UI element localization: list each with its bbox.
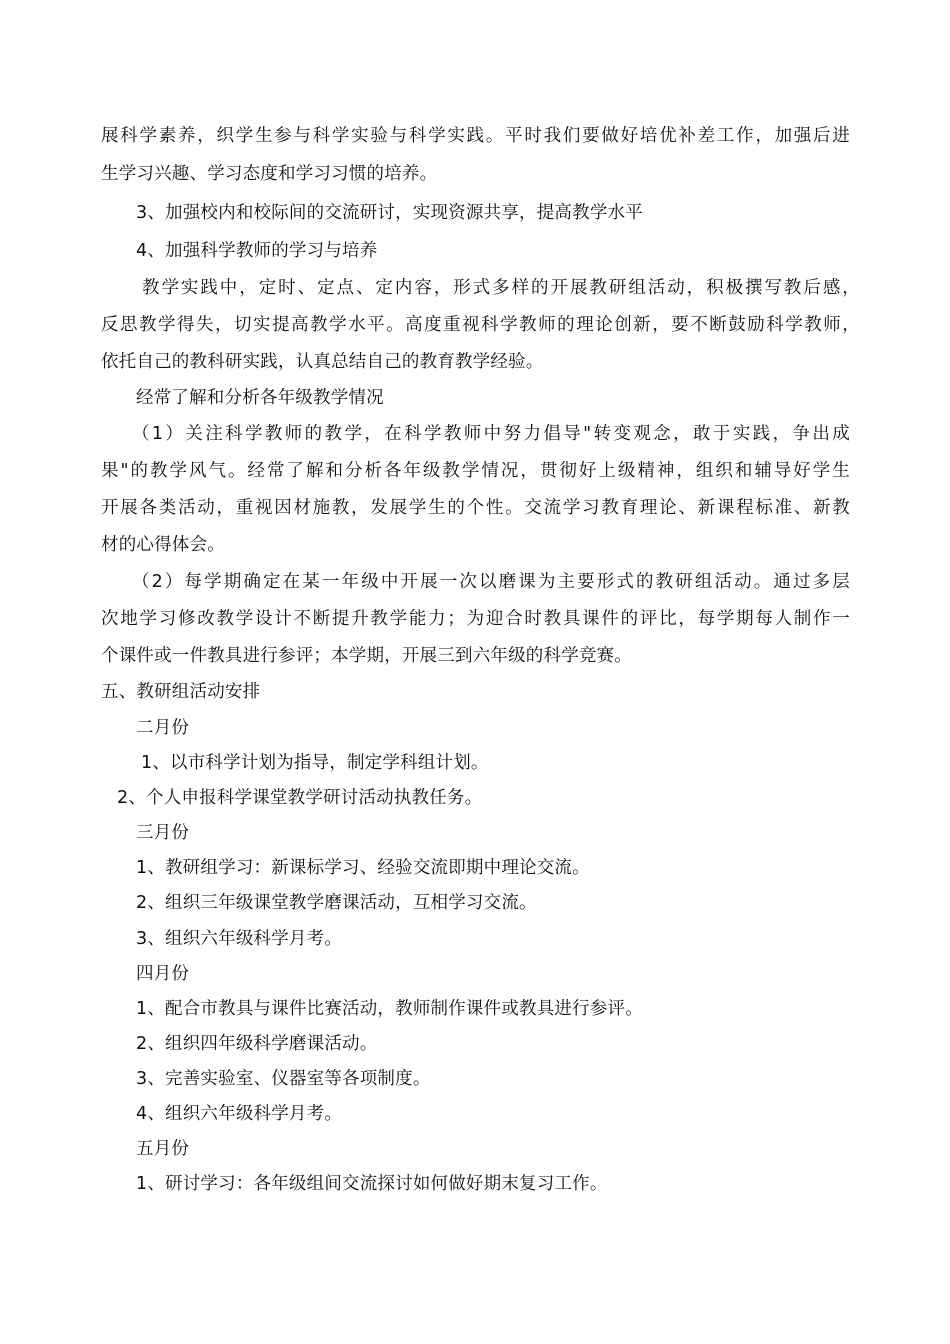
body-line: （2）每学期确定在某一年级中开展一次以磨课为主要形式的教研组活动。通过多层	[132, 572, 850, 592]
month-heading: 四月份	[136, 964, 190, 984]
body-line: 反思教学得失，切实提高教学水平。高度重视科学教师的理论创新，要不断鼓励科学教师，	[101, 315, 860, 335]
section-heading: 五、教研组活动安排	[101, 682, 261, 702]
month-heading: 三月份	[136, 823, 190, 843]
list-item: 3、完善实验室、仪器室等各项制度。	[136, 1069, 431, 1089]
list-item: 1、教研组学习：新课标学习、经验交流即期中理论交流。	[136, 858, 590, 878]
list-item: 3、加强校内和校际间的交流研讨，实现资源共享，提高教学水平	[136, 203, 643, 223]
month-heading: 二月份	[136, 718, 190, 738]
month-heading: 五月份	[136, 1139, 190, 1159]
list-item: 2、组织三年级课堂教学磨课活动，互相学习交流。	[136, 893, 537, 913]
body-line: 依托自己的教科研实践，认真总结自己的教育教学经验。	[101, 352, 544, 372]
list-item: 4、加强科学教师的学习与培养	[136, 241, 378, 261]
list-item: 2、个人申报科学课堂教学研讨活动执教任务。	[117, 788, 483, 808]
list-item: 4、组织六年级科学月考。	[136, 1104, 343, 1124]
body-line: 开展各类活动，重视因材施教，发展学生的个性。交流学习教育理论、新课程标准、新教	[101, 498, 850, 518]
section-heading: 经常了解和分析各年级教学情况	[136, 388, 384, 408]
body-line: 材的心得体会。	[101, 535, 225, 555]
body-line: 教学实践中，定时、定点、定内容，形式多样的开展教研组活动，积极撰写教后感，	[142, 278, 860, 298]
list-item: 1、以市科学计划为指导，制定学科组计划。	[141, 753, 489, 773]
body-line: 展科学素养，织学生参与科学实验与科学实践。平时我们要做好培优补差工作，加强后进	[101, 126, 850, 146]
list-item: 3、组织六年级科学月考。	[136, 929, 343, 949]
list-item: 1、研讨学习：各年级组间交流探讨如何做好期末复习工作。	[136, 1174, 608, 1194]
list-item: 2、组织四年级科学磨课活动。	[136, 1034, 378, 1054]
body-line: 果"的教学风气。经常了解和分析各年级教学情况，贯彻好上级精神，组织和辅导好学生	[101, 461, 850, 481]
body-line: 个课件或一件教具进行参评；本学期，开展三到六年级的科学竞赛。	[101, 646, 632, 666]
body-line: 生学习兴趣、学习态度和学习习惯的培养。	[101, 164, 438, 184]
body-line: 次地学习修改教学设计不断提升教学能力；为迎合时教具课件的评比，每学期每人制作一	[101, 609, 850, 629]
list-item: 1、配合市教具与课件比赛活动，教师制作课件或教具进行参评。	[136, 999, 643, 1019]
body-line: （1）关注科学教师的教学，在科学教师中努力倡导"转变观念，敢于实践，争出成	[132, 424, 850, 444]
